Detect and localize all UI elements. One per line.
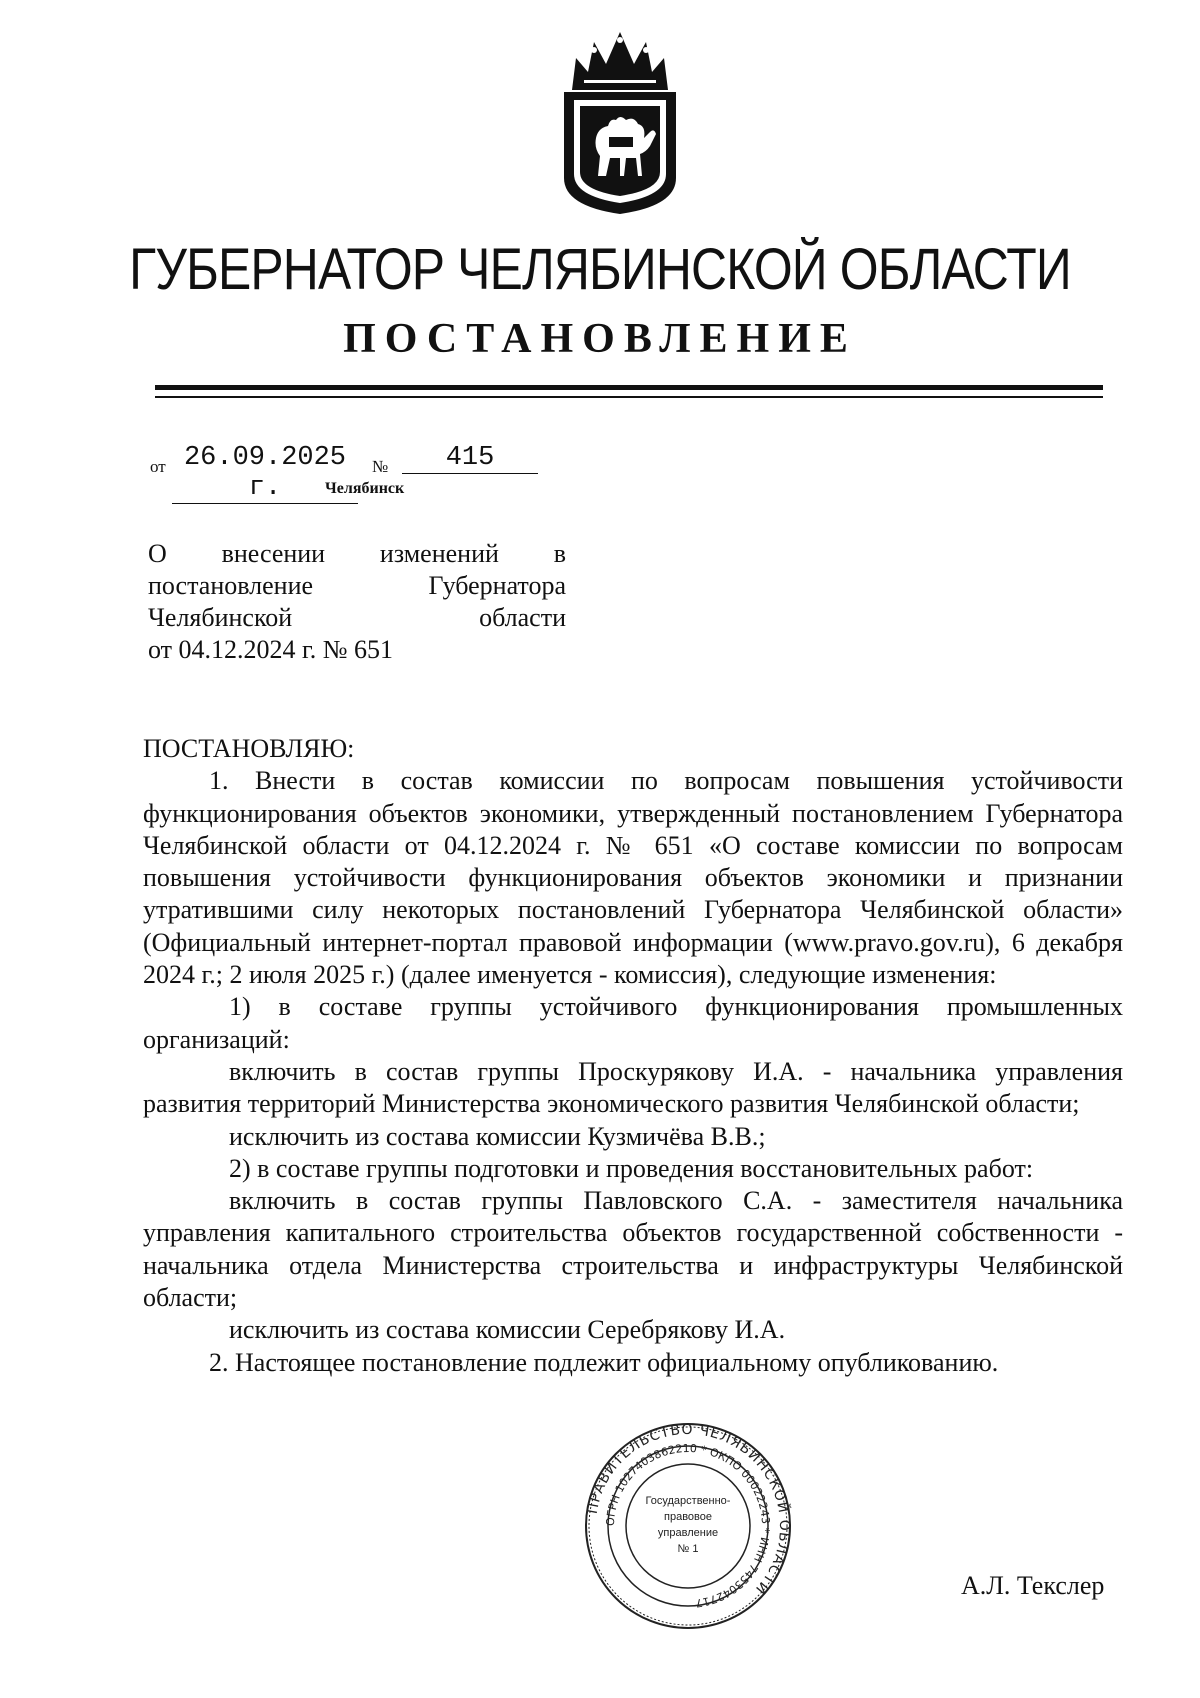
paragraph-subitem-2: 2) в составе группы подготовки и проведения восстановительных работ:: [229, 1153, 1034, 1183]
subject-word: О: [148, 539, 167, 568]
document-body: [143, 733, 1123, 1379]
svg-text:ОГРН 1027403862210 * ОКПО 0002: [604, 1442, 772, 1610]
subject-line: [148, 602, 566, 634]
document-type: ПОСТАНОВЛЕНИЕ: [343, 316, 857, 362]
seal-codes-text: ОГРН 1027403862210 * ОКПО 00022243 * ИНН 7453042717: [603, 1441, 773, 1610]
signer-name: А.Л. Текслер: [961, 1571, 1105, 1600]
seal-center-line: Государственно-: [645, 1495, 731, 1507]
subject-line: [148, 538, 566, 570]
subject-word: постановление: [148, 571, 314, 600]
number-label: №: [372, 457, 389, 476]
subject-line: от 04.12.2024 г. № 651: [148, 635, 394, 664]
seal-center-line: правовое: [664, 1511, 712, 1523]
paragraph-include-2: включить в состав группы Павловского С.А. - заместителя начальника управления капитального строительства объектов государственной собственности - начальника отдела Министерства строительства и инфраструктуры Челябинской области;: [143, 1186, 1123, 1313]
coat-of-arms-emblem: [554, 28, 686, 218]
subject-line: [148, 570, 566, 602]
header-rule-thick: [155, 385, 1103, 390]
city-name: Челябинск: [325, 480, 405, 497]
document-date: 26.09.2025 г.: [172, 443, 358, 504]
subject-word: Челябинской: [148, 603, 293, 632]
paragraph-exclude-2: исключить из состава комиссии Серебрякову И.А.: [229, 1315, 786, 1345]
seal-center-line: № 1: [677, 1543, 699, 1555]
subject-word: внесении: [221, 539, 326, 568]
header-rule-thin: [155, 396, 1103, 398]
subject-word: изменений: [379, 539, 499, 568]
subject-word: области: [479, 603, 566, 632]
document-number: 415: [402, 443, 538, 474]
resolve-heading: ПОСТАНОВЛЯЮ:: [143, 734, 355, 763]
from-label: от: [150, 457, 166, 476]
paragraph-item-1: 1. Внести в состав комиссии по вопросам повышения устойчивости функционирования объектов экономики, утвержденный постановлением Губернатора Челябинской области от 04.12.2024 г. № 651 «О составе комиссии по вопросам повышения устойчивости функционирования объектов экономики и признании утратившими силу некоторых постановлений Губернатора Челябинской области» (Официальный интернет-портал правовой информации (www.pravo.gov.ru), 6 декабря 2024 г.; 2 июля 2025 г.) (далее именуется - комиссия), следующие изменения:: [143, 766, 1123, 990]
seal-center-line: управление: [657, 1527, 719, 1539]
paragraph-exclude-1: исключить из состава комиссии Кузмичёва В.В.;: [229, 1121, 766, 1151]
paragraph-include-1: включить в состав группы Проскурякову И.А. - начальника управления развития территорий Министерства экономического развития Челябинской области;: [143, 1056, 1123, 1119]
subject-word: Губернатора: [428, 571, 566, 600]
document-subject: [148, 538, 566, 666]
paragraph-item-2: 2. Настоящее постановление подлежит официальному опубликованию.: [209, 1347, 999, 1377]
subject-word: в: [553, 539, 566, 568]
official-seal: [583, 1422, 793, 1630]
seal-outer-text: ПРАВИТЕЛЬСТВО ЧЕЛЯБИНСКОЙ ОБЛАСТИ: [584, 1422, 793, 1598]
paragraph-subitem-1: 1) в составе группы устойчивого функционирования промышленных организаций:: [143, 992, 1123, 1054]
authority-title: ГУБЕРНАТОР ЧЕЛЯБИНСКОЙ ОБЛАСТИ: [129, 237, 1071, 302]
